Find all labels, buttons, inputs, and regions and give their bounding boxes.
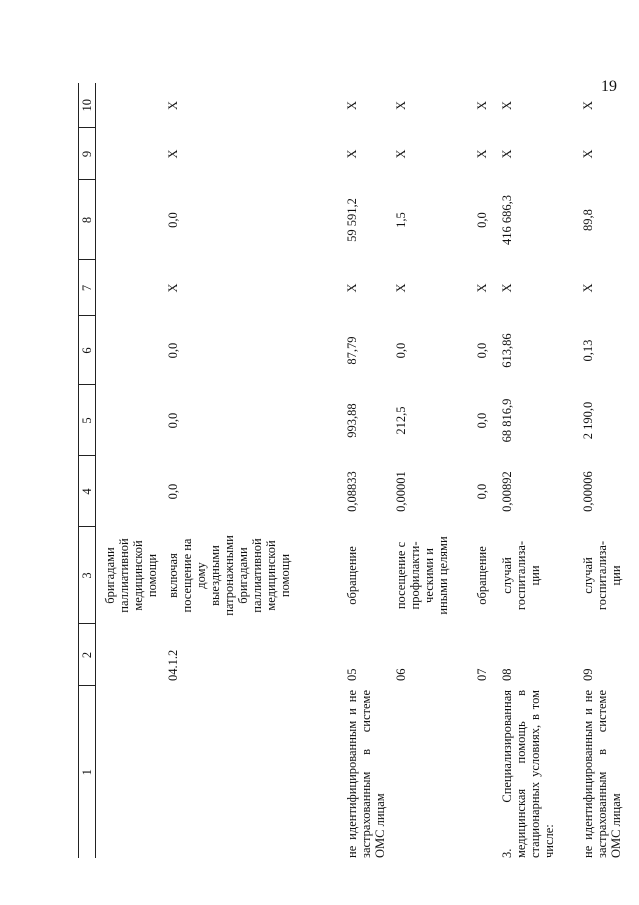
column-header: 2 [79, 624, 96, 686]
cell-col6: 613,86 [500, 333, 514, 368]
cell-col5: 993,88 [345, 403, 359, 438]
cell-col10: X [166, 100, 180, 111]
cell-col4: 0,08833 [345, 471, 359, 512]
cell-unit: включая посещение на дому выездными патронажными бригадами паллиативной медицинской помощи [166, 535, 292, 616]
cell-col10: X [394, 100, 408, 111]
cell-col7: X [394, 283, 408, 293]
cell-unit: обращение [475, 546, 489, 605]
column-header: 7 [79, 260, 96, 316]
cell-row-code: 07 [475, 668, 489, 681]
cell-col6: 0,0 [394, 342, 408, 359]
cell-description: не идентифицированным и не застрахованным в системе ОМС лицам [345, 690, 387, 858]
table-row [574, 83, 631, 858]
cell-col8: 0,0 [475, 212, 489, 228]
column-header: 3 [79, 527, 96, 624]
table-row [338, 83, 387, 858]
cell-col4: 0,0 [475, 483, 489, 500]
cell-col6: 0,0 [475, 342, 489, 359]
cell-col10: X [345, 100, 359, 111]
cell-unit: обращение [345, 546, 359, 605]
cell-unit: посещение с профилакти-ческими и иными целями [394, 536, 450, 615]
cell-col8: 0,0 [166, 212, 180, 228]
cell-description [159, 686, 338, 858]
cell-unit: бригадами паллиативной медицинской помощи [103, 538, 159, 613]
cell-unit: случай госпитализа-ции [581, 540, 623, 611]
cell-description: 3. Специализированная медицинская помощь в стационарных условиях, в том числе: [500, 690, 556, 858]
cell-row-code: 06 [394, 668, 408, 681]
cell-col5: 0,0 [475, 412, 489, 429]
table-row [387, 83, 468, 858]
cell-col8: 59 591,2 [345, 198, 359, 242]
cell-col8: 1,5 [394, 212, 408, 228]
cell-col6 [96, 316, 160, 385]
cell-col8 [96, 180, 160, 260]
cell-col5: 2 190,0 [581, 401, 595, 440]
cell-col8: 416 686,3 [500, 195, 514, 245]
table-row [493, 83, 574, 858]
column-header: 1 [79, 686, 96, 858]
cell-col6: 0,13 [581, 339, 595, 362]
cell-col9: X [500, 149, 514, 159]
column-header: 5 [79, 385, 96, 456]
cell-row-code: 05 [345, 668, 359, 681]
cell-col4: 0,00001 [394, 471, 408, 512]
data-table [78, 83, 631, 858]
cell-col4: 0,00006 [581, 471, 595, 512]
table-row [96, 83, 160, 858]
cell-col7: X [581, 283, 595, 293]
cell-col7: X [166, 283, 180, 293]
cell-col10 [96, 83, 160, 128]
column-header: 9 [79, 128, 96, 180]
cell-col6: 0,0 [166, 342, 180, 359]
cell-col7: X [500, 283, 514, 293]
cell-row-code: 04.1.2 [166, 649, 180, 681]
cell-description [387, 686, 468, 858]
column-header: 4 [79, 456, 96, 527]
cell-col7 [96, 260, 160, 316]
cell-col10: X [581, 100, 595, 111]
cell-col7: X [345, 283, 359, 293]
cell-col10: X [475, 100, 489, 111]
table-row [159, 83, 338, 858]
column-header: 6 [79, 316, 96, 385]
cell-col5: 212,5 [394, 406, 408, 435]
cell-col8: 89,8 [581, 209, 595, 231]
cell-col4 [96, 456, 160, 527]
cell-col5: 0,0 [166, 412, 180, 429]
cell-col9 [96, 128, 160, 180]
table-header-row [79, 83, 96, 858]
cell-col9: X [166, 149, 180, 159]
cell-row-code: 09 [581, 668, 595, 681]
cell-col4: 0,0 [166, 483, 180, 500]
cell-col5: 68 816,9 [500, 398, 514, 443]
cell-col9: X [581, 149, 595, 159]
cell-col7: X [475, 283, 489, 293]
cell-col9: X [345, 149, 359, 159]
cell-description [96, 686, 160, 858]
cell-col6: 87,79 [345, 336, 359, 365]
cell-col9: X [394, 149, 408, 159]
cell-row-code: 08 [500, 668, 514, 681]
table-row [468, 83, 493, 858]
cell-col10: X [500, 100, 514, 111]
column-header: 8 [79, 180, 96, 260]
cell-row-code [96, 624, 160, 686]
cell-col9: X [475, 149, 489, 159]
page-number: 19 [601, 78, 617, 95]
cell-col4: 0,00892 [500, 471, 514, 512]
cell-description: не идентифицированным и не застрахованным в системе ОМС лицам [581, 690, 623, 858]
column-header: 10 [79, 83, 96, 128]
cell-col5 [96, 385, 160, 456]
cell-unit: случай госпитализа-ции [500, 540, 542, 611]
rotated-table-container [78, 83, 621, 858]
cell-description [468, 686, 493, 858]
